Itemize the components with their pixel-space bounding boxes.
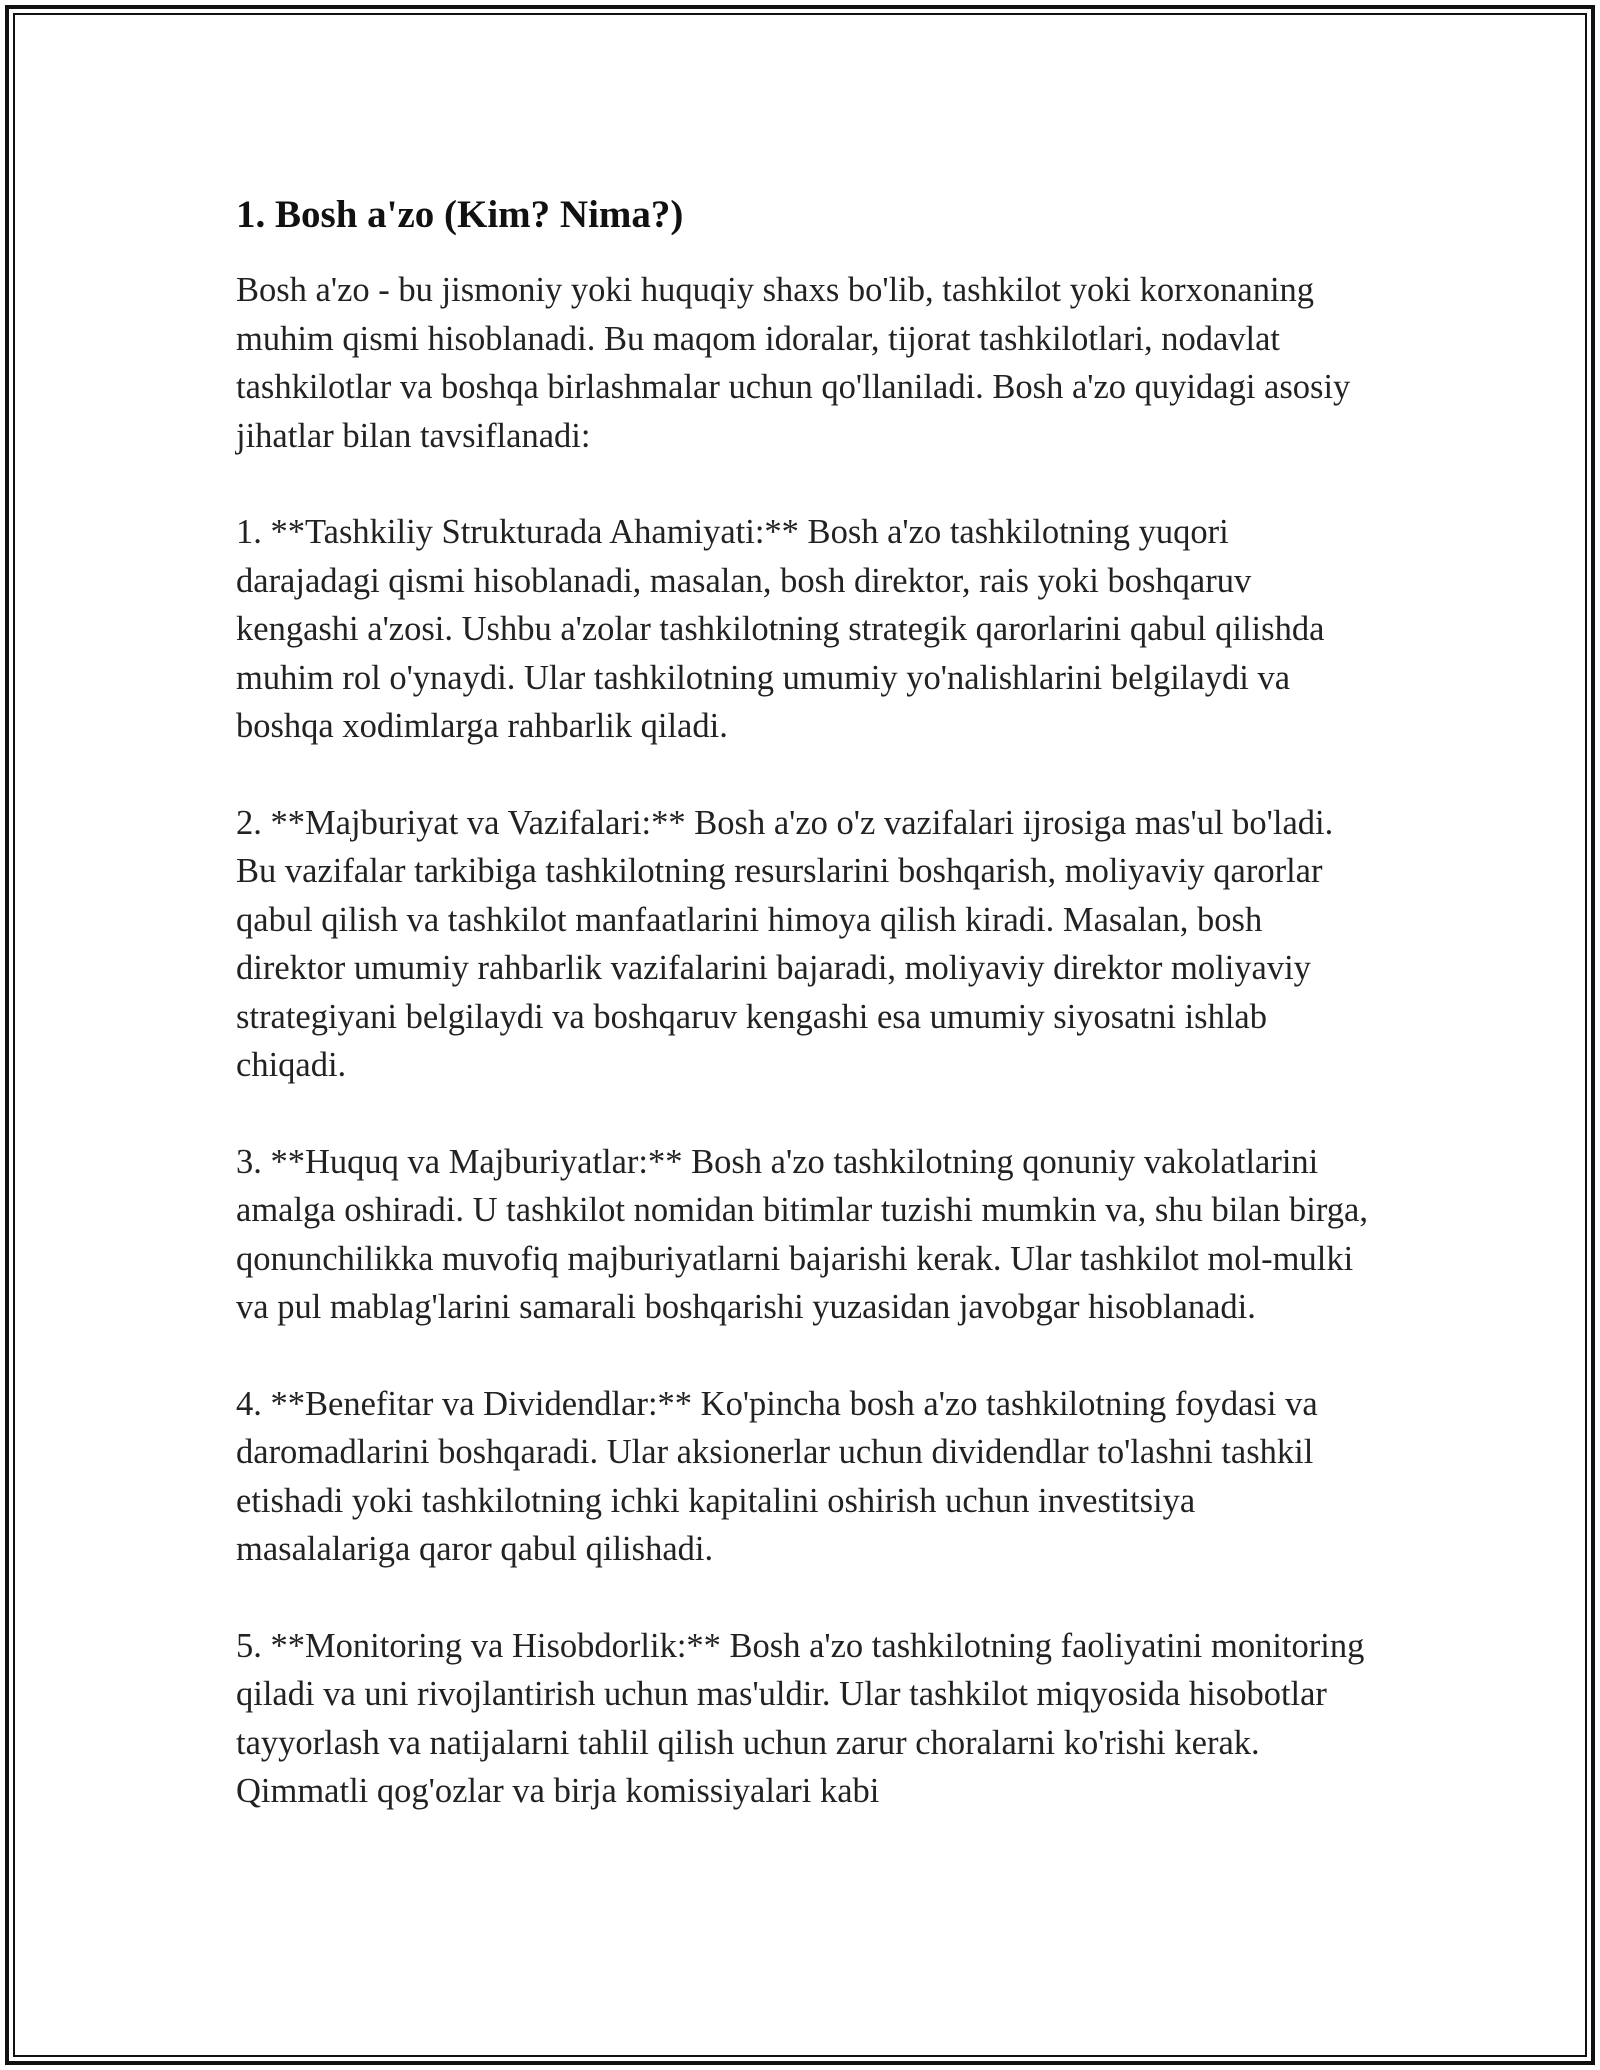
- list-item-2: 2. **Majburiyat va Vazifalari:** Bosh a'zo o'z vazifalari ijrosiga mas'ul bo'ladi. Bu vazifalar tarkibiga tashkilotning resurslarini boshqarish, moliyaviy qarorlar qabul qilish va tashkilot manfaatlarini himoya qilish kiradi. Masalan, bosh direktor umumiy rahbarlik vazifalarini bajaradi, moliyaviy direktor moliyaviy strategiyani belgilaydi va boshqaruv kengashi esa umumiy siyosatni ishlab chiqadi.: [236, 803, 1334, 1084]
- document-body: [236, 186, 1376, 1864]
- list-item-3: 3. **Huquq va Majburiyatlar:** Bosh a'zo tashkilotning qonuniy vakolatlarini amalga oshiradi. U tashkilot nomidan bitimlar tuzishi mumkin va, shu bilan birga, qonunchilikka muvofiq majburiyatlarni bajarishi kerak. Ular tashkilot mol-mulki va pul mablag'larini samarali boshqarishi yuzasidan javobgar hisoblanadi.: [236, 1142, 1368, 1326]
- intro-paragraph: Bosh a'zo - bu jismoniy yoki huquqiy shaxs bo'lib, tashkilot yoki korxonaning muhim qismi hisoblanadi. Bu maqom idoralar, tijorat tashkilotlari, nodavlat tashkilotlar va boshqa birlashmalar uchun qo'llaniladi. Bosh a'zo quyidagi asosiy jihatlar bilan tavsiflanadi:: [236, 271, 1351, 455]
- section-heading: 1. Bosh a'zo (Kim? Nima?): [236, 193, 684, 236]
- list-item-4: 4. **Benefitar va Dividendlar:** Ko'pincha bosh a'zo tashkilotning foydasi va daromadlarini boshqaradi. Ular aksionerlar uchun dividendlar to'lashni tashkil etishadi yoki tashkilotning ichki kapitalini oshirish uchun investitsiya masalalariga qaror qabul qilishadi.: [236, 1384, 1318, 1568]
- list-item-1: 1. **Tashkiliy Strukturada Ahamiyati:** Bosh a'zo tashkilotning yuqori darajadagi qismi hisoblanadi, masalan, bosh direktor, rais yoki boshqaruv kengashi a'zosi. Ushbu a'zolar tashkilotning strategik qarorlarini qabul qilishda muhim rol o'ynaydi. Ular tashkilotning umumiy yo'nalishlarini belgilaydi va boshqa xodimlarga rahbarlik qiladi.: [236, 513, 1325, 745]
- list-item-5: 5. **Monitoring va Hisobdorlik:** Bosh a'zo tashkilotning faoliyatini monitoring qiladi va uni rivojlantirish uchun mas'uldir. Ular tashkilot miqyosida hisobotlar tayyorlash va natijalarni tahlil qilish uchun zarur choralarni ko'rishi kerak. Qimmatli qog'ozlar va birja komissiyalari kabi: [236, 1626, 1365, 1810]
